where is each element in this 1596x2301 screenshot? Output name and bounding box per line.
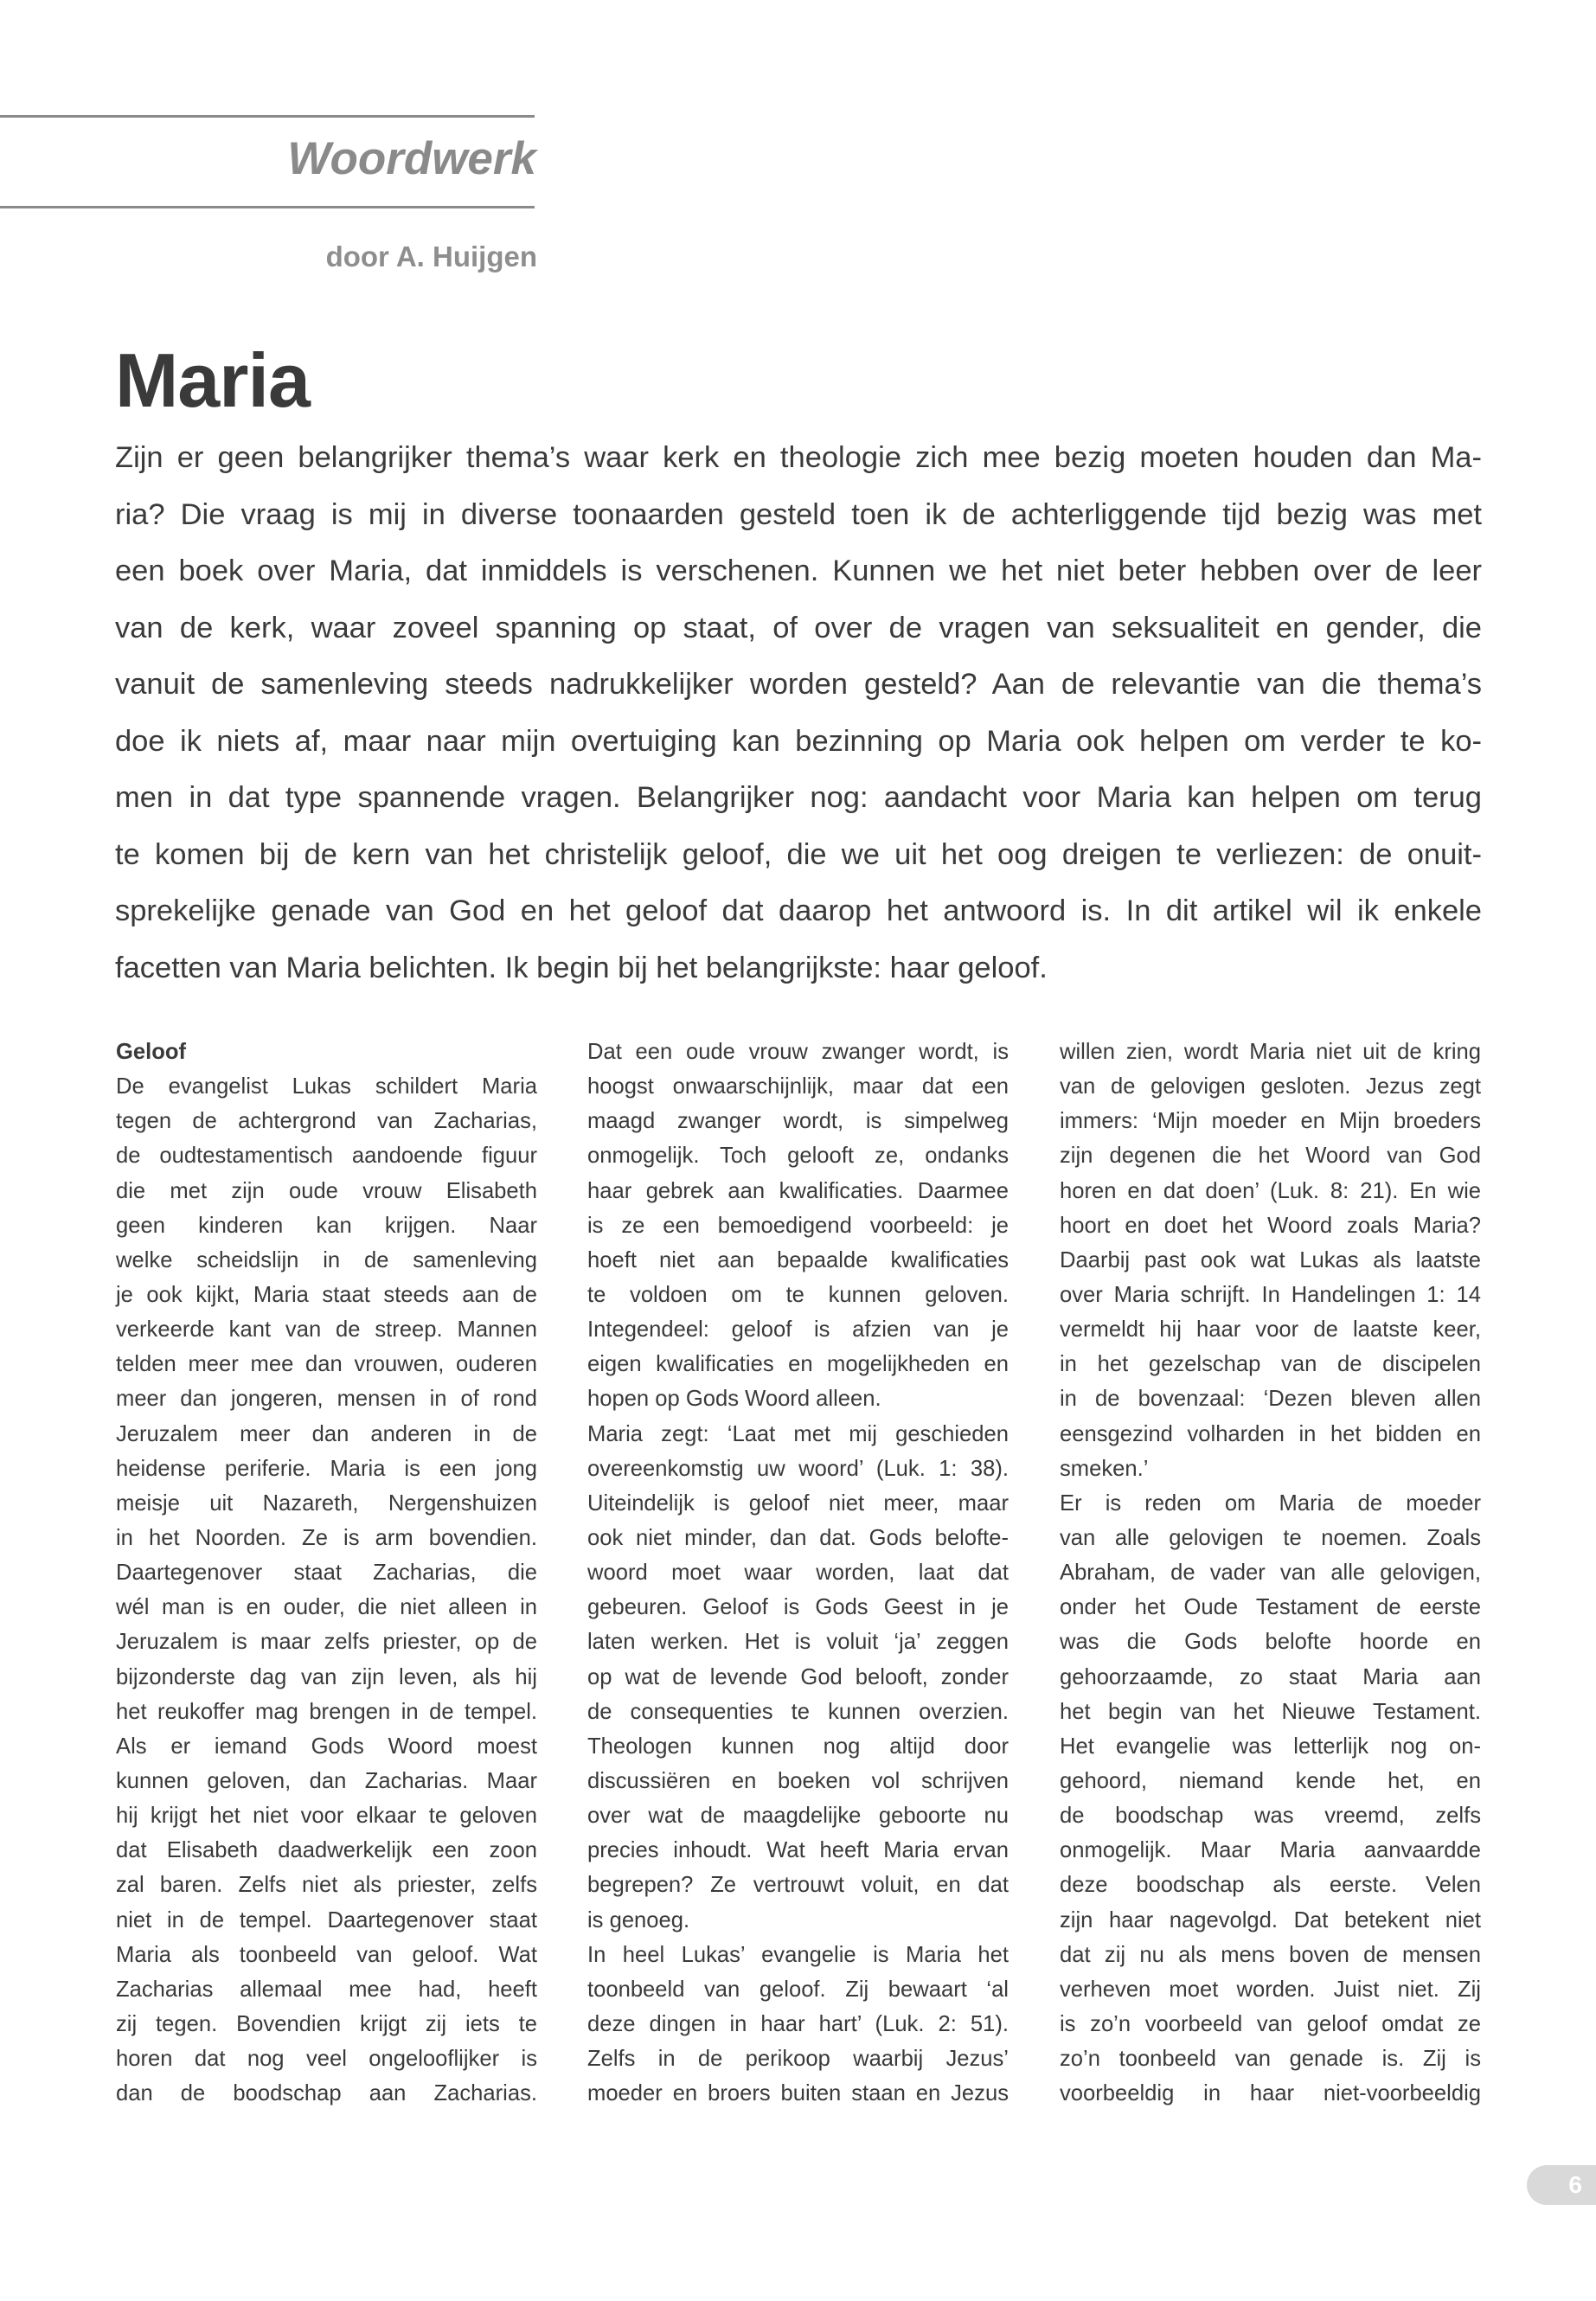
intro-line: te komen bij de kern van het christelijk geloof, die we uit het oog dreigen te verliezen: de onuit- (115, 837, 1482, 871)
body-line: Zelfs in de perikoop waarbij Jezus’ (587, 2047, 1009, 2072)
body-line: geen kinderen kan krijgen. Naar (116, 1213, 537, 1238)
body-line: de oudtestamentisch aandoende figuur (116, 1144, 537, 1169)
body-line: over Maria schrijft. In Handelingen 1: 14 (1060, 1282, 1481, 1307)
body-line: Dat een oude vrouw zwanger wordt, is (587, 1040, 1009, 1064)
body-line: woord moet waar worden, laat dat (587, 1561, 1009, 1586)
body-line: overeenkomstig uw woord’ (Luk. 1: 38). (587, 1456, 1009, 1481)
article-title: Maria (115, 337, 310, 423)
body-line: zijn degenen die het Woord van God (1060, 1144, 1481, 1169)
body-line: gehoorzaamde, zo staat Maria aan (1060, 1664, 1481, 1689)
body-line: ook niet minder, dan dat. Gods belofte- (587, 1525, 1009, 1550)
body-line: gebeuren. Geloof is Gods Geest in je (587, 1595, 1009, 1620)
body-line: verheven moet worden. Juist niet. Zij (1060, 1977, 1481, 2002)
body-line: immers: ‘Mijn moeder en Mijn broeders (1060, 1109, 1481, 1134)
body-line: dat zij nu als mens boven de mensen (1060, 1942, 1481, 1967)
body-line: is ze een bemoedigend voorbeeld: je (587, 1213, 1009, 1238)
body-line: begrepen? Ze vertrouwt voluit, en dat (587, 1873, 1009, 1898)
header-rule-bottom (0, 206, 535, 208)
body-line: te voldoen om te kunnen geloven. (587, 1282, 1009, 1307)
body-line: Abraham, de vader van alle gelovigen, (1060, 1561, 1481, 1586)
body-line: bijzonderste dag van zijn leven, als hij (116, 1664, 537, 1689)
body-line: Uiteindelijk is geloof niet meer, maar (587, 1490, 1009, 1516)
body-line: de boodschap was vreemd, zelfs (1060, 1804, 1481, 1829)
body-line: horen en dat doen’ (Luk. 8: 21). En wie (1060, 1178, 1481, 1203)
body-line: hoort en doet het Woord zoals Maria? (1060, 1213, 1481, 1238)
body-line: heidense periferie. Maria is een jong (116, 1456, 537, 1481)
body-line: die met zijn oude vrouw Elisabeth (116, 1178, 537, 1203)
column-heading: Geloof (116, 1040, 187, 1064)
body-line: eensgezind volharden in het bidden en (1060, 1421, 1481, 1446)
intro-line: men in dat type spannende vragen. Belangrijker nog: aandacht voor Maria kan helpen om terug (115, 781, 1482, 814)
body-line: Als er iemand Gods Woord moest (116, 1734, 537, 1759)
body-line: meisje uit Nazareth, Nergenshuizen (116, 1490, 537, 1516)
body-line: deze boodschap als eerste. Velen (1060, 1873, 1481, 1898)
intro-line: vanuit de samenleving steeds nadrukkelijker worden gesteld? Aan de relevantie van die thema’s (115, 668, 1482, 701)
article-column-1 (116, 1035, 537, 2111)
body-line: was die Gods belofte hoorde en (1060, 1630, 1481, 1655)
article-column-2 (587, 1035, 1009, 2111)
body-line: hij krijgt het niet voor elkaar te geloven (116, 1804, 537, 1829)
body-line: in het gezelschap van de discipelen (1060, 1352, 1481, 1377)
intro-line: een boek over Maria, dat inmiddels is verschenen. Kunnen we het niet beter hebben over de leer (115, 554, 1482, 587)
body-line: onder het Oude Testament de eerste (1060, 1595, 1481, 1620)
body-line: telden meer mee dan vrouwen, ouderen (116, 1352, 537, 1377)
body-line: in het Noorden. Ze is arm bovendien. (116, 1525, 537, 1550)
body-line: zal baren. Zelfs niet als priester, zelfs (116, 1873, 537, 1898)
body-line: gehoord, niemand kende het, en (1060, 1768, 1481, 1793)
header-rule-top (0, 115, 535, 118)
body-line: je ook kijkt, Maria staat steeds aan de (116, 1282, 537, 1307)
body-line: verkeerde kant van de streep. Mannen (116, 1317, 537, 1343)
body-line: tegen de achtergrond van Zacharias, (116, 1109, 537, 1134)
body-line: Maria als toonbeeld van geloof. Wat (116, 1942, 537, 1967)
body-line: wél man is en ouder, die niet alleen in (116, 1595, 537, 1620)
author-byline: door A. Huijgen (325, 240, 537, 272)
body-line: toonbeeld van geloof. Zij bewaart ‘al (587, 1977, 1009, 2002)
body-line: onmogelijk. Maar Maria aanvaardde (1060, 1838, 1481, 1863)
body-line: willen zien, wordt Maria niet uit de kring (1060, 1040, 1481, 1064)
body-line: precies inhoudt. Wat heeft Maria ervan (587, 1838, 1009, 1863)
body-line: onmogelijk. Toch gelooft ze, ondanks (587, 1144, 1009, 1169)
body-line: van de gelovigen gesloten. Jezus zegt (1060, 1074, 1481, 1099)
body-line: op wat de levende God belooft, zonder (587, 1664, 1009, 1689)
body-line: haar gebrek aan kwalificaties. Daarmee (587, 1178, 1009, 1203)
article-intro (115, 430, 1482, 997)
body-line: Het evangelie was letterlijk nog on- (1060, 1734, 1481, 1759)
body-line: zijn haar nagevolgd. Dat betekent niet (1060, 1907, 1481, 1932)
body-line: het reukoffer mag brengen in de tempel. (116, 1699, 537, 1724)
body-line: is zo’n voorbeeld van geloof omdat ze (1060, 2011, 1481, 2036)
body-line: Maria zegt: ‘Laat met mij geschieden (587, 1421, 1009, 1446)
body-line: zij tegen. Bovendien krijgt zij iets te (116, 2011, 537, 2036)
body-line: deze dingen in haar hart’ (Luk. 2: 51). (587, 2011, 1009, 2036)
body-line: hopen op Gods Woord alleen. (587, 1387, 881, 1412)
body-line: de consequenties te kunnen overzien. (587, 1699, 1009, 1724)
body-line: niet in de tempel. Daartegenover staat (116, 1907, 537, 1932)
body-line: zo’n toonbeeld van genade is. Zij is (1060, 2047, 1481, 2072)
intro-line: Zijn er geen belangrijker thema’s waar kerk en theologie zich mee bezig moeten houden dan Ma- (115, 441, 1482, 474)
body-line: Integendeel: geloof is afzien van je (587, 1317, 1009, 1343)
body-line: Daarbij past ook wat Lukas als laatste (1060, 1247, 1481, 1272)
body-line: moeder en broers buiten staan en Jezus (587, 2081, 1009, 2106)
body-line: Er is reden om Maria de moeder (1060, 1490, 1481, 1516)
body-line: De evangelist Lukas schildert Maria (116, 1074, 537, 1099)
body-line: maagd zwanger wordt, is simpelweg (587, 1109, 1009, 1134)
body-line: dan de boodschap aan Zacharias. (116, 2081, 537, 2106)
body-line: Jeruzalem is maar zelfs priester, op de (116, 1630, 537, 1655)
body-line: voorbeeldig in haar niet-voorbeeldig (1060, 2081, 1481, 2106)
body-line: smeken.’ (1060, 1456, 1149, 1481)
article-column-3 (1060, 1035, 1481, 2111)
body-line: dat Elisabeth daadwerkelijk een zoon (116, 1838, 537, 1863)
body-line: horen dat nog veel ongelooflijker is (116, 2047, 537, 2072)
body-line: vermeldt hij haar voor de laatste keer, (1060, 1317, 1481, 1343)
section-label: Woordwerk (287, 133, 536, 184)
intro-line: facetten van Maria belichten. Ik begin bij het belangrijkste: haar geloof. (115, 951, 1048, 984)
intro-line: ria? Die vraag is mij in diverse toonaarden gesteld toen ik de achterliggende tijd bezig was met (115, 497, 1482, 531)
body-line: In heel Lukas’ evangelie is Maria het (587, 1942, 1009, 1967)
body-line: hoogst onwaarschijnlijk, maar dat een (587, 1074, 1009, 1099)
body-line: kunnen geloven, dan Zacharias. Maar (116, 1768, 537, 1793)
body-line: meer dan jongeren, mensen in of rond (116, 1387, 537, 1412)
page-number: 6 (1568, 2171, 1582, 2198)
body-line: over wat de maagdelijke geboorte nu (587, 1804, 1009, 1829)
body-line: hoeft niet aan bepaalde kwalificaties (587, 1247, 1009, 1272)
intro-line: sprekelijke genade van God en het geloof dat daarop het antwoord is. In dit artikel wil ik enkele (115, 894, 1482, 927)
body-line: welke scheidslijn in de samenleving (116, 1247, 537, 1272)
body-line: laten werken. Het is voluit ‘ja’ zeggen (587, 1630, 1009, 1655)
body-line: in de bovenzaal: ‘Dezen bleven allen (1060, 1387, 1481, 1412)
body-line: van alle gelovigen te noemen. Zoals (1060, 1525, 1481, 1550)
body-line: Daartegenover staat Zacharias, die (116, 1561, 537, 1586)
body-line: eigen kwalificaties en mogelijkheden en (587, 1352, 1009, 1377)
body-line: discussiëren en boeken vol schrijven (587, 1768, 1009, 1793)
intro-line: doe ik niets af, maar naar mijn overtuiging kan bezinning op Maria ook helpen om verder te ko- (115, 724, 1482, 758)
body-line: Theologen kunnen nog altijd door (587, 1734, 1009, 1759)
intro-line: van de kerk, waar zoveel spanning op staat, of over de vragen van seksualiteit en gender, die (115, 611, 1482, 644)
body-line: het begin van het Nieuwe Testament. (1060, 1699, 1481, 1724)
body-line: Jeruzalem meer dan anderen in de (116, 1421, 537, 1446)
body-line: Zacharias allemaal mee had, heeft (116, 1977, 537, 2002)
body-line: is genoeg. (587, 1907, 690, 1932)
